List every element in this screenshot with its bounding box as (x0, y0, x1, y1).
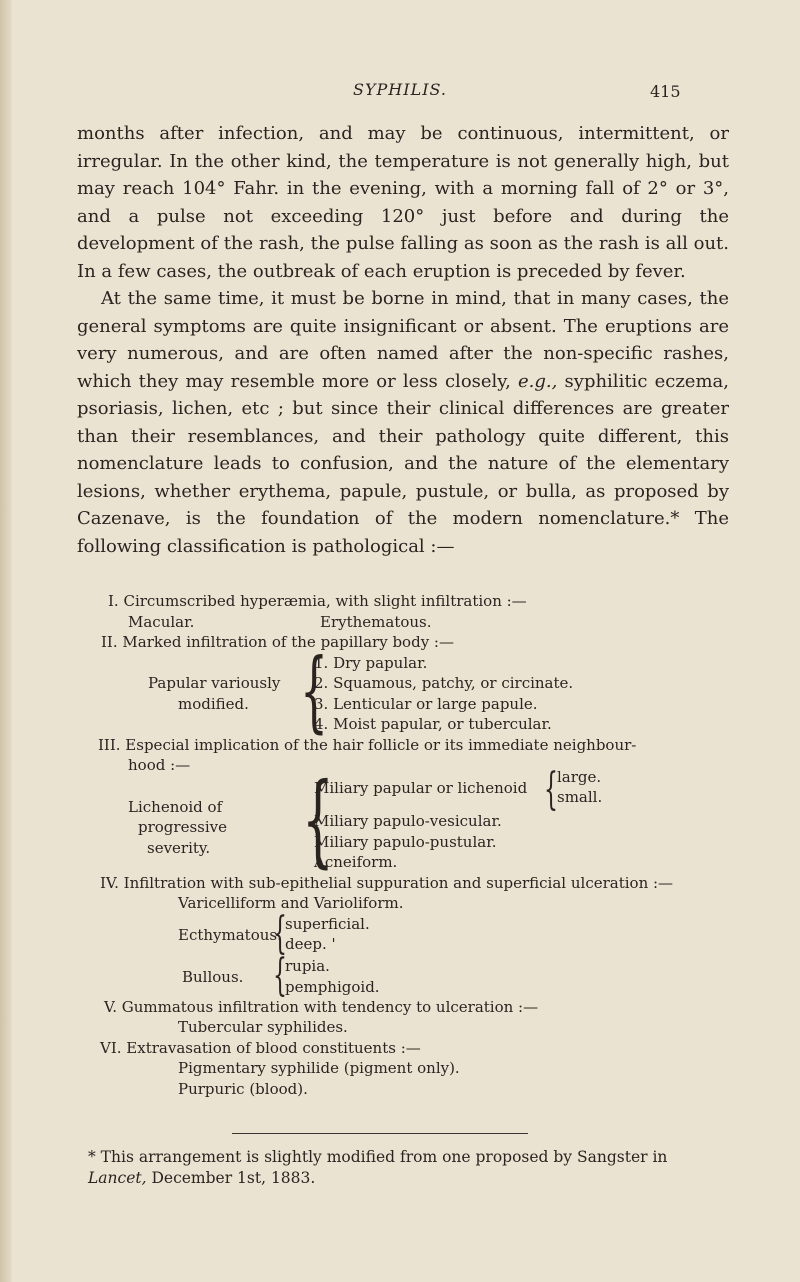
footnote-journal: Lancet, (88, 1169, 147, 1187)
class-III-item-4: Acneiform. (314, 853, 398, 871)
body-text (77, 120, 729, 560)
class-II-item-2: 2. Squamous, patchy, or circinate. (314, 674, 574, 692)
class-IV-ecthymatous: Ecthymatous. (178, 926, 282, 944)
class-II-brace: { (300, 639, 328, 742)
class-II-heading: II. Marked infiltration of the papillary body :— (101, 633, 454, 651)
class-IV-bullous-brace: { (273, 950, 287, 1001)
class-III-sub-small: small. (557, 788, 603, 806)
footnote-text-2: December 1st, 1883. (151, 1169, 316, 1187)
class-IV-heading: IV. Infiltration with sub-epithelial suppuration and superficial ulceration :— (100, 874, 674, 892)
class-IV-line-1: Varicelliform and Varioliform. (178, 894, 404, 912)
class-IV-deep: deep. ' (285, 935, 336, 953)
class-IV-rupia: rupia. (285, 957, 330, 975)
class-III-label-2: progressive (138, 818, 227, 836)
class-VI-line-1: Pigmentary syphilide (pigment only). (178, 1059, 460, 1077)
class-II-label-2: modified. (178, 695, 249, 713)
footnote-text-1: * This arrangement is slightly modified from one proposed by Sangster in (88, 1148, 668, 1166)
paragraph-2-part-2: syphilitic eczema, psoriasis, lichen, etc ; but since their clinical differences are greater than their resemblances, and their pathology quite different, this nomenclature leads to confusion, and the nature of the elementary lesions, whether erythema, papule, pustule, or bulla, as proposed by Cazenave, is the foundation of the modern nomenclature.* The following classification is pathological :— (77, 370, 729, 557)
class-III-item-3: Miliary papulo-pustular. (314, 833, 497, 851)
class-III-item-2: Miliary papulo-vesicular. (314, 812, 502, 830)
class-III-brace: { (302, 761, 334, 878)
class-III-label-1: Lichenoid of (128, 798, 223, 816)
class-IV-pemphigoid: pemphigoid. (285, 978, 380, 996)
class-II-item-4: 4. Moist papular, or tubercular. (314, 715, 552, 733)
class-III-label-3: severity. (147, 839, 211, 857)
class-I-erythematous: Erythematous. (320, 613, 432, 631)
page-number: 415 (650, 82, 681, 101)
class-III-item-1: Miliary papular or lichenoid (314, 779, 528, 797)
class-I-macular: Macular. (128, 613, 195, 631)
class-II-label-1: Papular variously (148, 674, 281, 692)
class-VI-heading: VI. Extravasation of blood constituents :— (100, 1039, 421, 1057)
class-IV-superficial: superficial. (285, 915, 370, 933)
paragraph-2-eg: e.g., (518, 370, 558, 392)
class-I-heading: I. Circumscribed hyperæmia, with slight infiltration :— (108, 592, 527, 610)
class-V-heading: V. Gummatous infiltration with tendency to ulceration :— (104, 998, 539, 1016)
paragraph-1: months after infection, and may be continuous, intermittent, or irregular. In the other kind, the temperature is not generally high, but may reach 104° Fahr. in the evening, with a morning fall of 2° or 3°, and a pulse not exceeding 120° just before and during the development of the rash, the pulse falling as soon as the rash is all out. In a few cases, the outbreak of each eruption is preceded by fever. (77, 123, 729, 282)
class-IV-bullous: Bullous. (182, 968, 244, 986)
paragraph-2-part-1: At the same time, it must be borne in mind, that in many cases, the general symptoms are quite insignificant or absent. The eruptions are very numerous, and are often named after the non-specific rashes, which they may resemble more or less closely, (77, 288, 729, 392)
class-II-item-1: 1. Dry papular. (314, 654, 428, 672)
class-III-sub-brace: { (544, 764, 558, 815)
running-head: SYPHILIS. (353, 80, 447, 99)
class-II-item-3: 3. Lenticular or large papule. (314, 695, 538, 713)
class-IV-ecthymatous-brace: { (273, 908, 287, 959)
class-VI-line-2: Purpuric (blood). (178, 1080, 308, 1098)
class-V-line-1: Tubercular syphilides. (178, 1018, 348, 1036)
class-III-sub-large: large. (557, 768, 602, 786)
footnote-rule (232, 1133, 528, 1134)
page-edge (0, 0, 12, 1282)
class-III-heading-2: hood :— (128, 756, 191, 774)
class-III-heading-1: III. Especial implication of the hair follicle or its immediate neighbour- (98, 736, 637, 754)
paragraph-2 (77, 285, 729, 560)
footnote (88, 1147, 738, 1189)
